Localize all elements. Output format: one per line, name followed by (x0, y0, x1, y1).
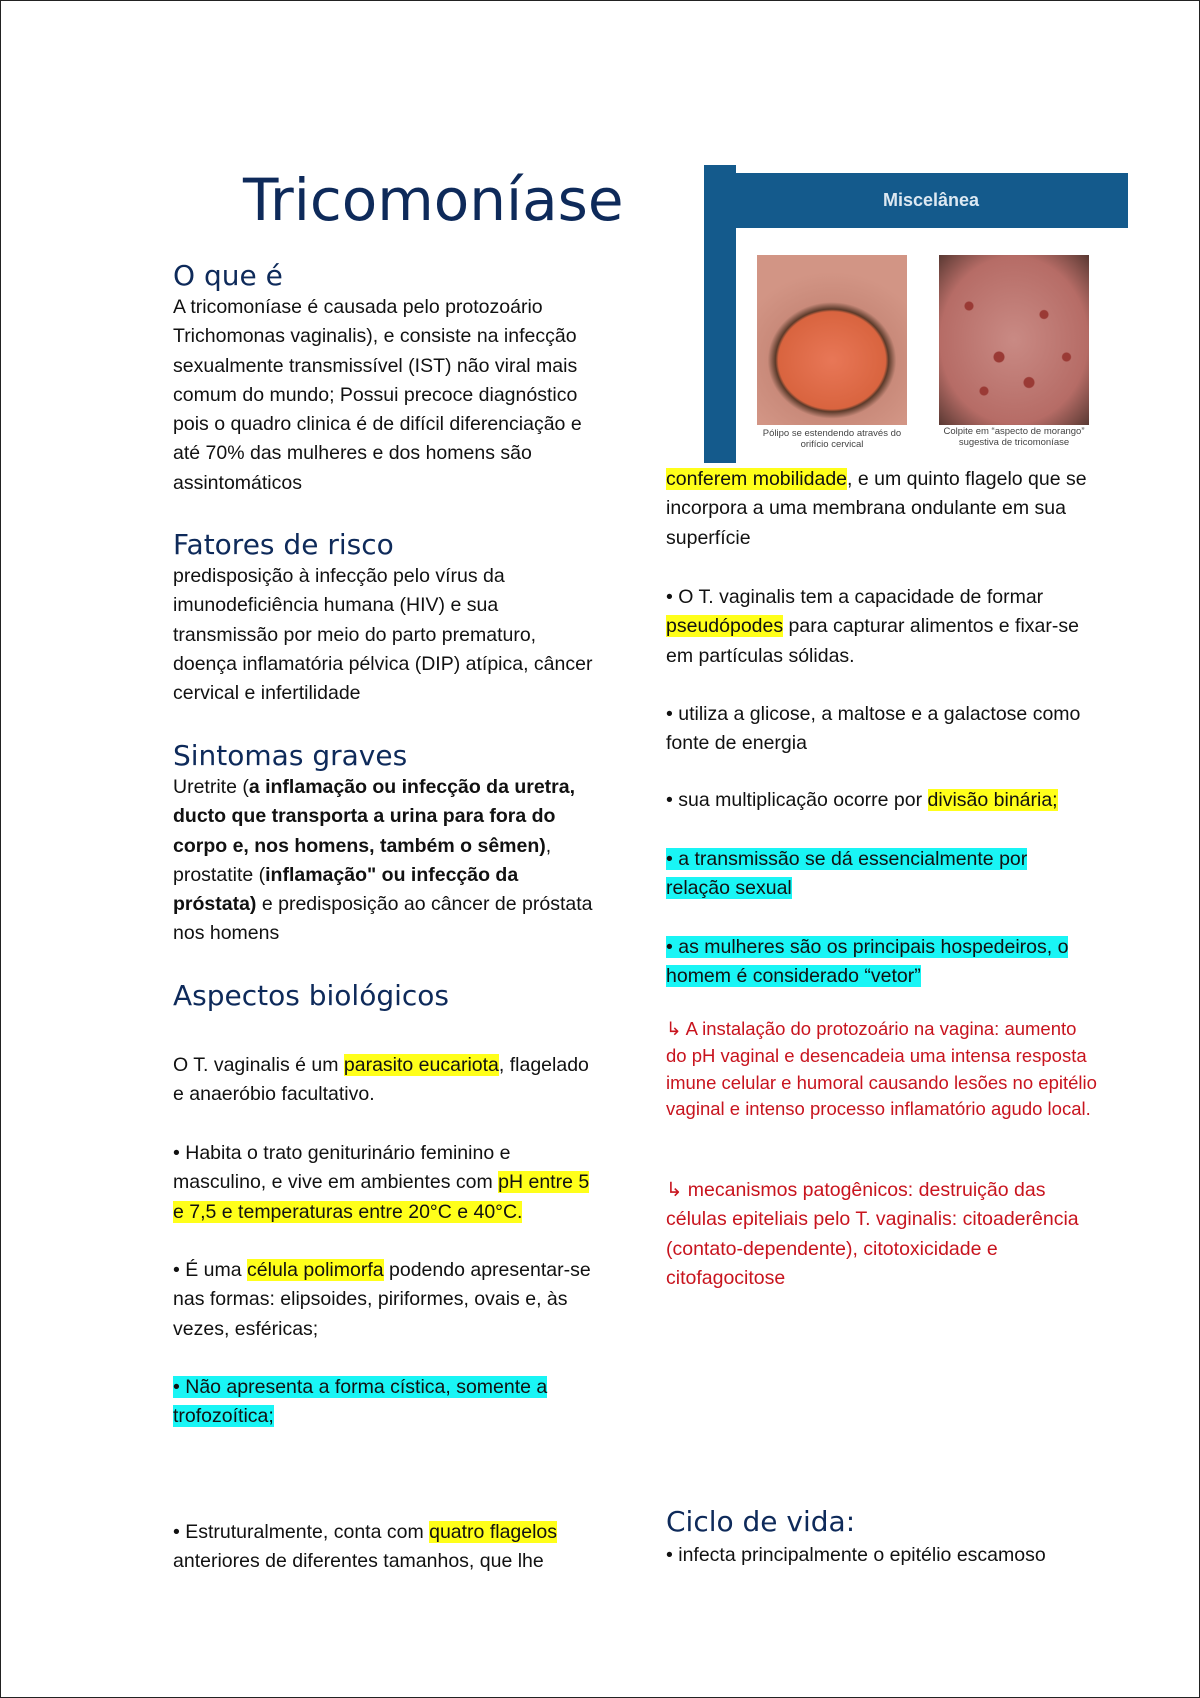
caption-colpite: Colpite em “aspecto de morango” sugestiva de tricomoníase (943, 426, 1085, 448)
highlight-flagelos: quatro flagelos (429, 1521, 558, 1543)
text: • sua multiplicação ocorre por (666, 789, 928, 811)
caption-polipo: Pólipo se estendendo através do orifício cervical (762, 428, 902, 450)
text: • O T. vaginalis tem a capacidade de formar (666, 586, 1044, 608)
text: , e um quinto flagelo que se incorpora a uma membrana ondulante em sua superfície (666, 468, 1087, 549)
figure-header (704, 173, 1128, 228)
heading-fatores-de-risco: Fatores de risco (173, 528, 394, 561)
page-title: Tricomoníase (243, 166, 624, 234)
right-r2 (666, 583, 1098, 671)
aspectos-p2 (173, 1139, 603, 1227)
sintomas-text (173, 773, 598, 949)
right-r4 (666, 786, 1106, 815)
highlight-mobilidade: conferem mobilidade (666, 468, 848, 490)
right-r1 (666, 465, 1098, 553)
heading-sintomas-graves: Sintomas graves (173, 739, 408, 772)
photo-colpite (939, 255, 1089, 425)
fatores-text: predisposição à infecção pelo vírus da imunodeficiência humana (HIV) e sua transmissão por meio do parto prematuro, doença inflamatória pélvica (DIP) atípica, câncer cervical e infertilidade (173, 565, 593, 705)
heading-o-que-e: O que é (173, 259, 283, 292)
right-r6 (666, 933, 1098, 992)
highlight-pseudopodes: pseudópodes (666, 615, 784, 638)
highlight-parasito: parasito eucariota (343, 1054, 499, 1076)
text: O T. vaginalis é um (173, 1054, 344, 1076)
aspectos-p1 (173, 1051, 603, 1110)
heading-aspectos-biologicos: Aspectos biológicos (173, 979, 449, 1012)
text: anteriores de diferentes tamanhos, que lhe (173, 1550, 544, 1573)
o-que-e-text: A tricomoníase é causada pelo protozoário Trichomonas vaginalis), e consiste na infecção sexualmente transmissível (IST) não viral mais comum do mundo; Possui precoce diagnóstico pois o quadro clinica é de difícil diferenciação e até 70% das mulheres e dos homens são assintomáticos (173, 296, 582, 494)
miscelanea-figure (704, 165, 1128, 463)
sintomas-bold-2: inflamação" ou infecção da próstata) (173, 863, 519, 916)
aspectos-p4 (173, 1373, 593, 1432)
right-r3: • utiliza a glicose, a maltose e a galactose como fonte de energia (666, 703, 1081, 755)
red-note-1: ↳ A instalação do protozoário na vagina: aumento do pH vaginal e desencadeia uma intensa resposta imune celular e humoral causando lesões no epitélio vaginal e intenso processo inflamatório agudo local. (666, 1018, 1097, 1120)
highlight-divisao: divisão binária; (927, 789, 1058, 811)
highlight-celula: célula polimorfa (247, 1259, 384, 1281)
sintomas-bold-1: a inflamação ou infecção da uretra, ducto que transporta a urina para fora do corpo e, nos homens, também o sêmen) (173, 776, 576, 857)
text: podendo apresentar-se nas formas: elipsoides, piriformes, ovais e, às vezes, esféricas; (173, 1259, 591, 1340)
red-note-2: ↳ mecanismos patogênicos: destruição das células epiteliais pelo T. vaginalis: citoaderência (contato-dependente), citotoxicidade e citofagocitose (666, 1179, 1079, 1289)
highlight-transmissao: • a transmissão se dá essencialmente por relação sexual (666, 848, 1028, 900)
aspectos-p3 (173, 1256, 603, 1344)
heading-ciclo-de-vida: Ciclo de vida: (666, 1505, 856, 1538)
highlight-cistica: • Não apresenta a forma cística, somente a trofozoítica; (173, 1376, 548, 1428)
sintomas-t1: Uretrite ( (173, 776, 249, 798)
highlight-ph: pH entre 5 e 7,5 e temperaturas entre 20°C e 40°C. (173, 1171, 590, 1223)
text: para capturar alimentos e fixar-se em partículas sólidas. (666, 615, 1079, 667)
text: • Estruturalmente, conta com (173, 1521, 430, 1543)
aspectos-p5 (173, 1518, 593, 1577)
figure-header-label: Miscelânea (882, 190, 980, 210)
ciclo-text: • infecta principalmente o epitélio escamoso (666, 1544, 1046, 1566)
text: • É uma (173, 1259, 248, 1281)
text: , flagelado e anaeróbio facultativo. (173, 1054, 589, 1106)
text: • Habita o trato geniturinário feminino e masculino, e vive em ambientes com (173, 1142, 511, 1194)
photo-polipo (757, 255, 907, 425)
right-r5 (666, 845, 1066, 904)
sintomas-t3: e predisposição ao câncer de próstata nos homens (173, 893, 593, 945)
sintomas-t2: , prostatite ( (173, 834, 552, 886)
highlight-hospedeiros: • as mulheres são os principais hospedeiros, o homem é considerado “vetor” (666, 936, 1069, 988)
